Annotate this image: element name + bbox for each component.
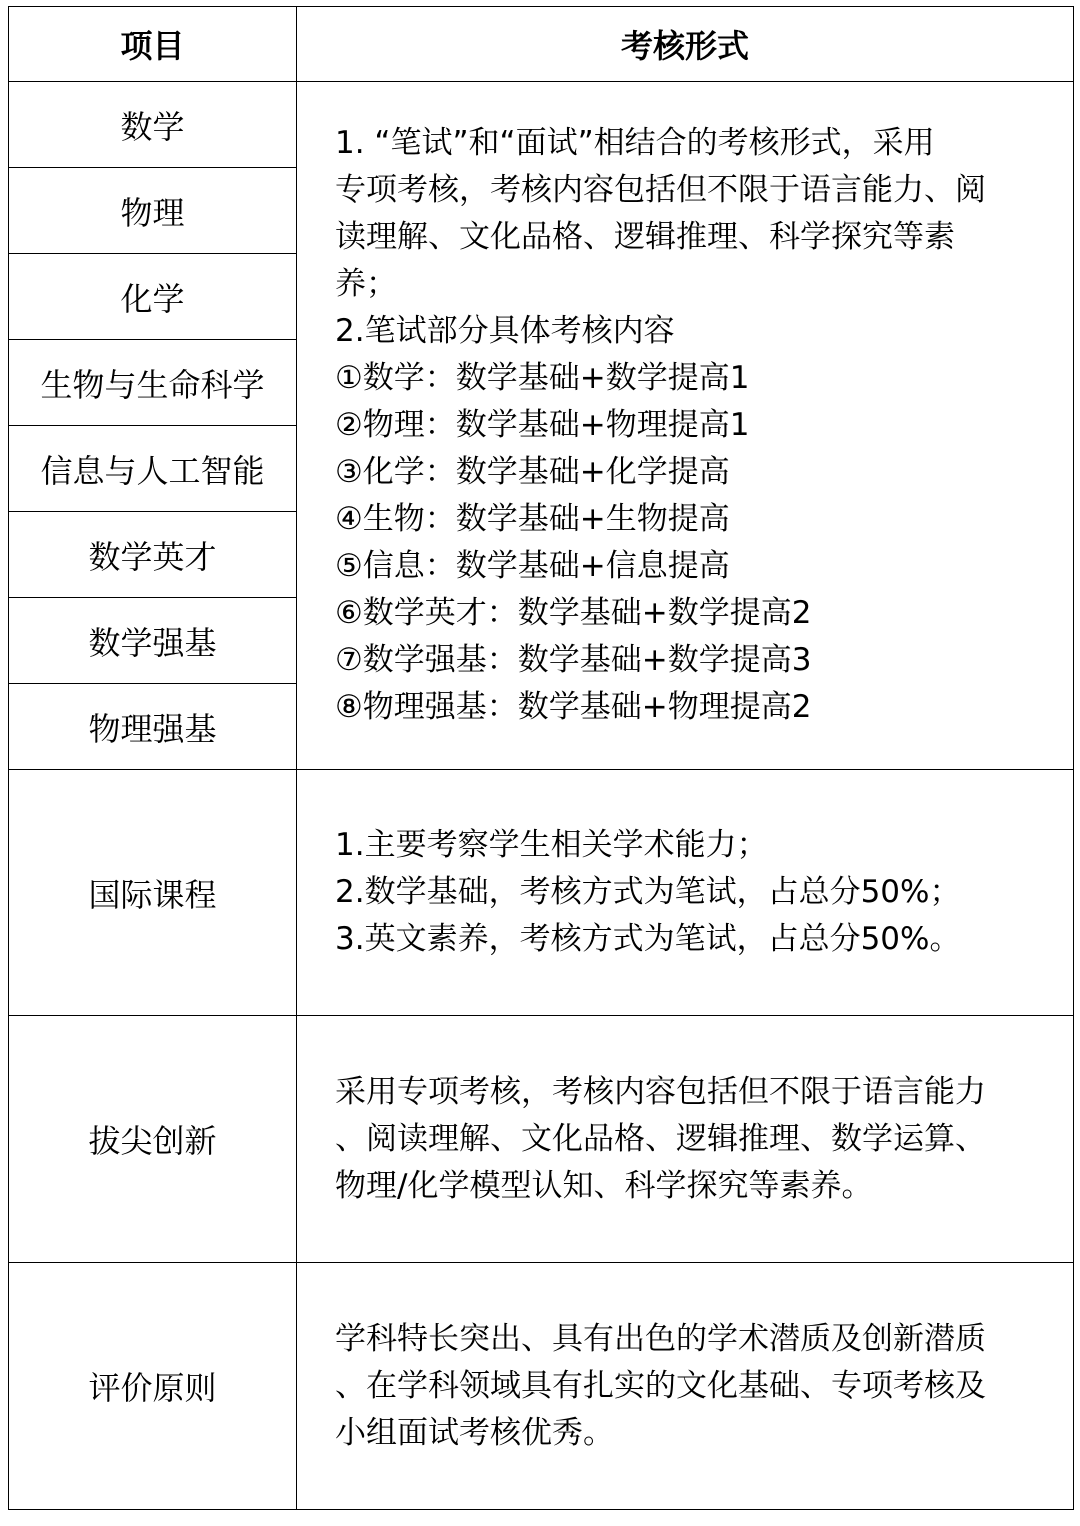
content-line: 小组面试考核优秀。	[335, 1414, 614, 1451]
innovation-content	[297, 1016, 1074, 1263]
content-line: 、在学科领域具有扎实的文化基础、专项考核及	[335, 1367, 986, 1404]
content-line: 养；	[335, 266, 397, 302]
subject-physics-strong-base: 物理强基	[9, 684, 297, 770]
content-line: 采用专项考核，考核内容包括但不限于语言能力	[335, 1073, 986, 1110]
content-line: ①数学：数学基础+数学提高1	[335, 360, 750, 396]
content-line: ③化学：数学基础+化学提高	[335, 454, 730, 490]
subject-biology: 生物与生命科学	[9, 340, 297, 426]
content-line: ⑦数学强基：数学基础+数学提高3	[335, 642, 812, 678]
content-line: ④生物：数学基础+生物提高	[335, 501, 730, 537]
content-line: 2.笔试部分具体考核内容	[335, 313, 675, 349]
innovation-label: 拔尖创新	[9, 1016, 297, 1263]
international-content	[297, 770, 1074, 1016]
content-line: 学科特长突出、具有出色的学术潜质及创新潜质	[335, 1320, 986, 1357]
table-row	[9, 770, 1074, 1016]
subjects-assessment-content	[297, 82, 1074, 770]
international-label: 国际课程	[9, 770, 297, 1016]
subject-math-strong-base: 数学强基	[9, 598, 297, 684]
evaluation-label: 评价原则	[9, 1263, 297, 1510]
content-line: 物理/化学模型认知、科学探究等素养。	[335, 1167, 873, 1204]
header-form: 考核形式	[297, 7, 1074, 82]
content-line: 3.英文素养，考核方式为笔试，占总分50%。	[335, 921, 961, 957]
content-line: 2.数学基础，考核方式为笔试，占总分50%；	[335, 874, 961, 910]
subject-physics: 物理	[9, 168, 297, 254]
content-line: ⑥数学英才：数学基础+数学提高2	[335, 595, 812, 631]
content-line: 、阅读理解、文化品格、逻辑推理、数学运算、	[335, 1120, 986, 1157]
table-row	[9, 1263, 1074, 1510]
content-line: ②物理：数学基础+物理提高1	[335, 407, 750, 443]
header-row	[9, 7, 1074, 82]
content-line: 1. “笔试”和“面试”相结合的考核形式，采用	[335, 125, 935, 161]
subject-math: 数学	[9, 82, 297, 168]
content-line: 读理解、文化品格、逻辑推理、科学探究等素	[335, 219, 955, 255]
content-line: 1.主要考察学生相关学术能力；	[335, 827, 768, 863]
subject-information-ai: 信息与人工智能	[9, 426, 297, 512]
content-line: 专项考核，考核内容包括但不限于语言能力、阅	[335, 172, 986, 208]
table-row	[9, 82, 1074, 168]
table-row	[9, 1016, 1074, 1263]
subject-math-talent: 数学英才	[9, 512, 297, 598]
subject-chemistry: 化学	[9, 254, 297, 340]
content-line: ⑤信息：数学基础+信息提高	[335, 548, 730, 584]
header-item: 项目	[9, 7, 297, 82]
evaluation-content	[297, 1263, 1074, 1510]
assessment-table	[8, 6, 1074, 1510]
content-line: ⑧物理强基：数学基础+物理提高2	[335, 689, 812, 725]
